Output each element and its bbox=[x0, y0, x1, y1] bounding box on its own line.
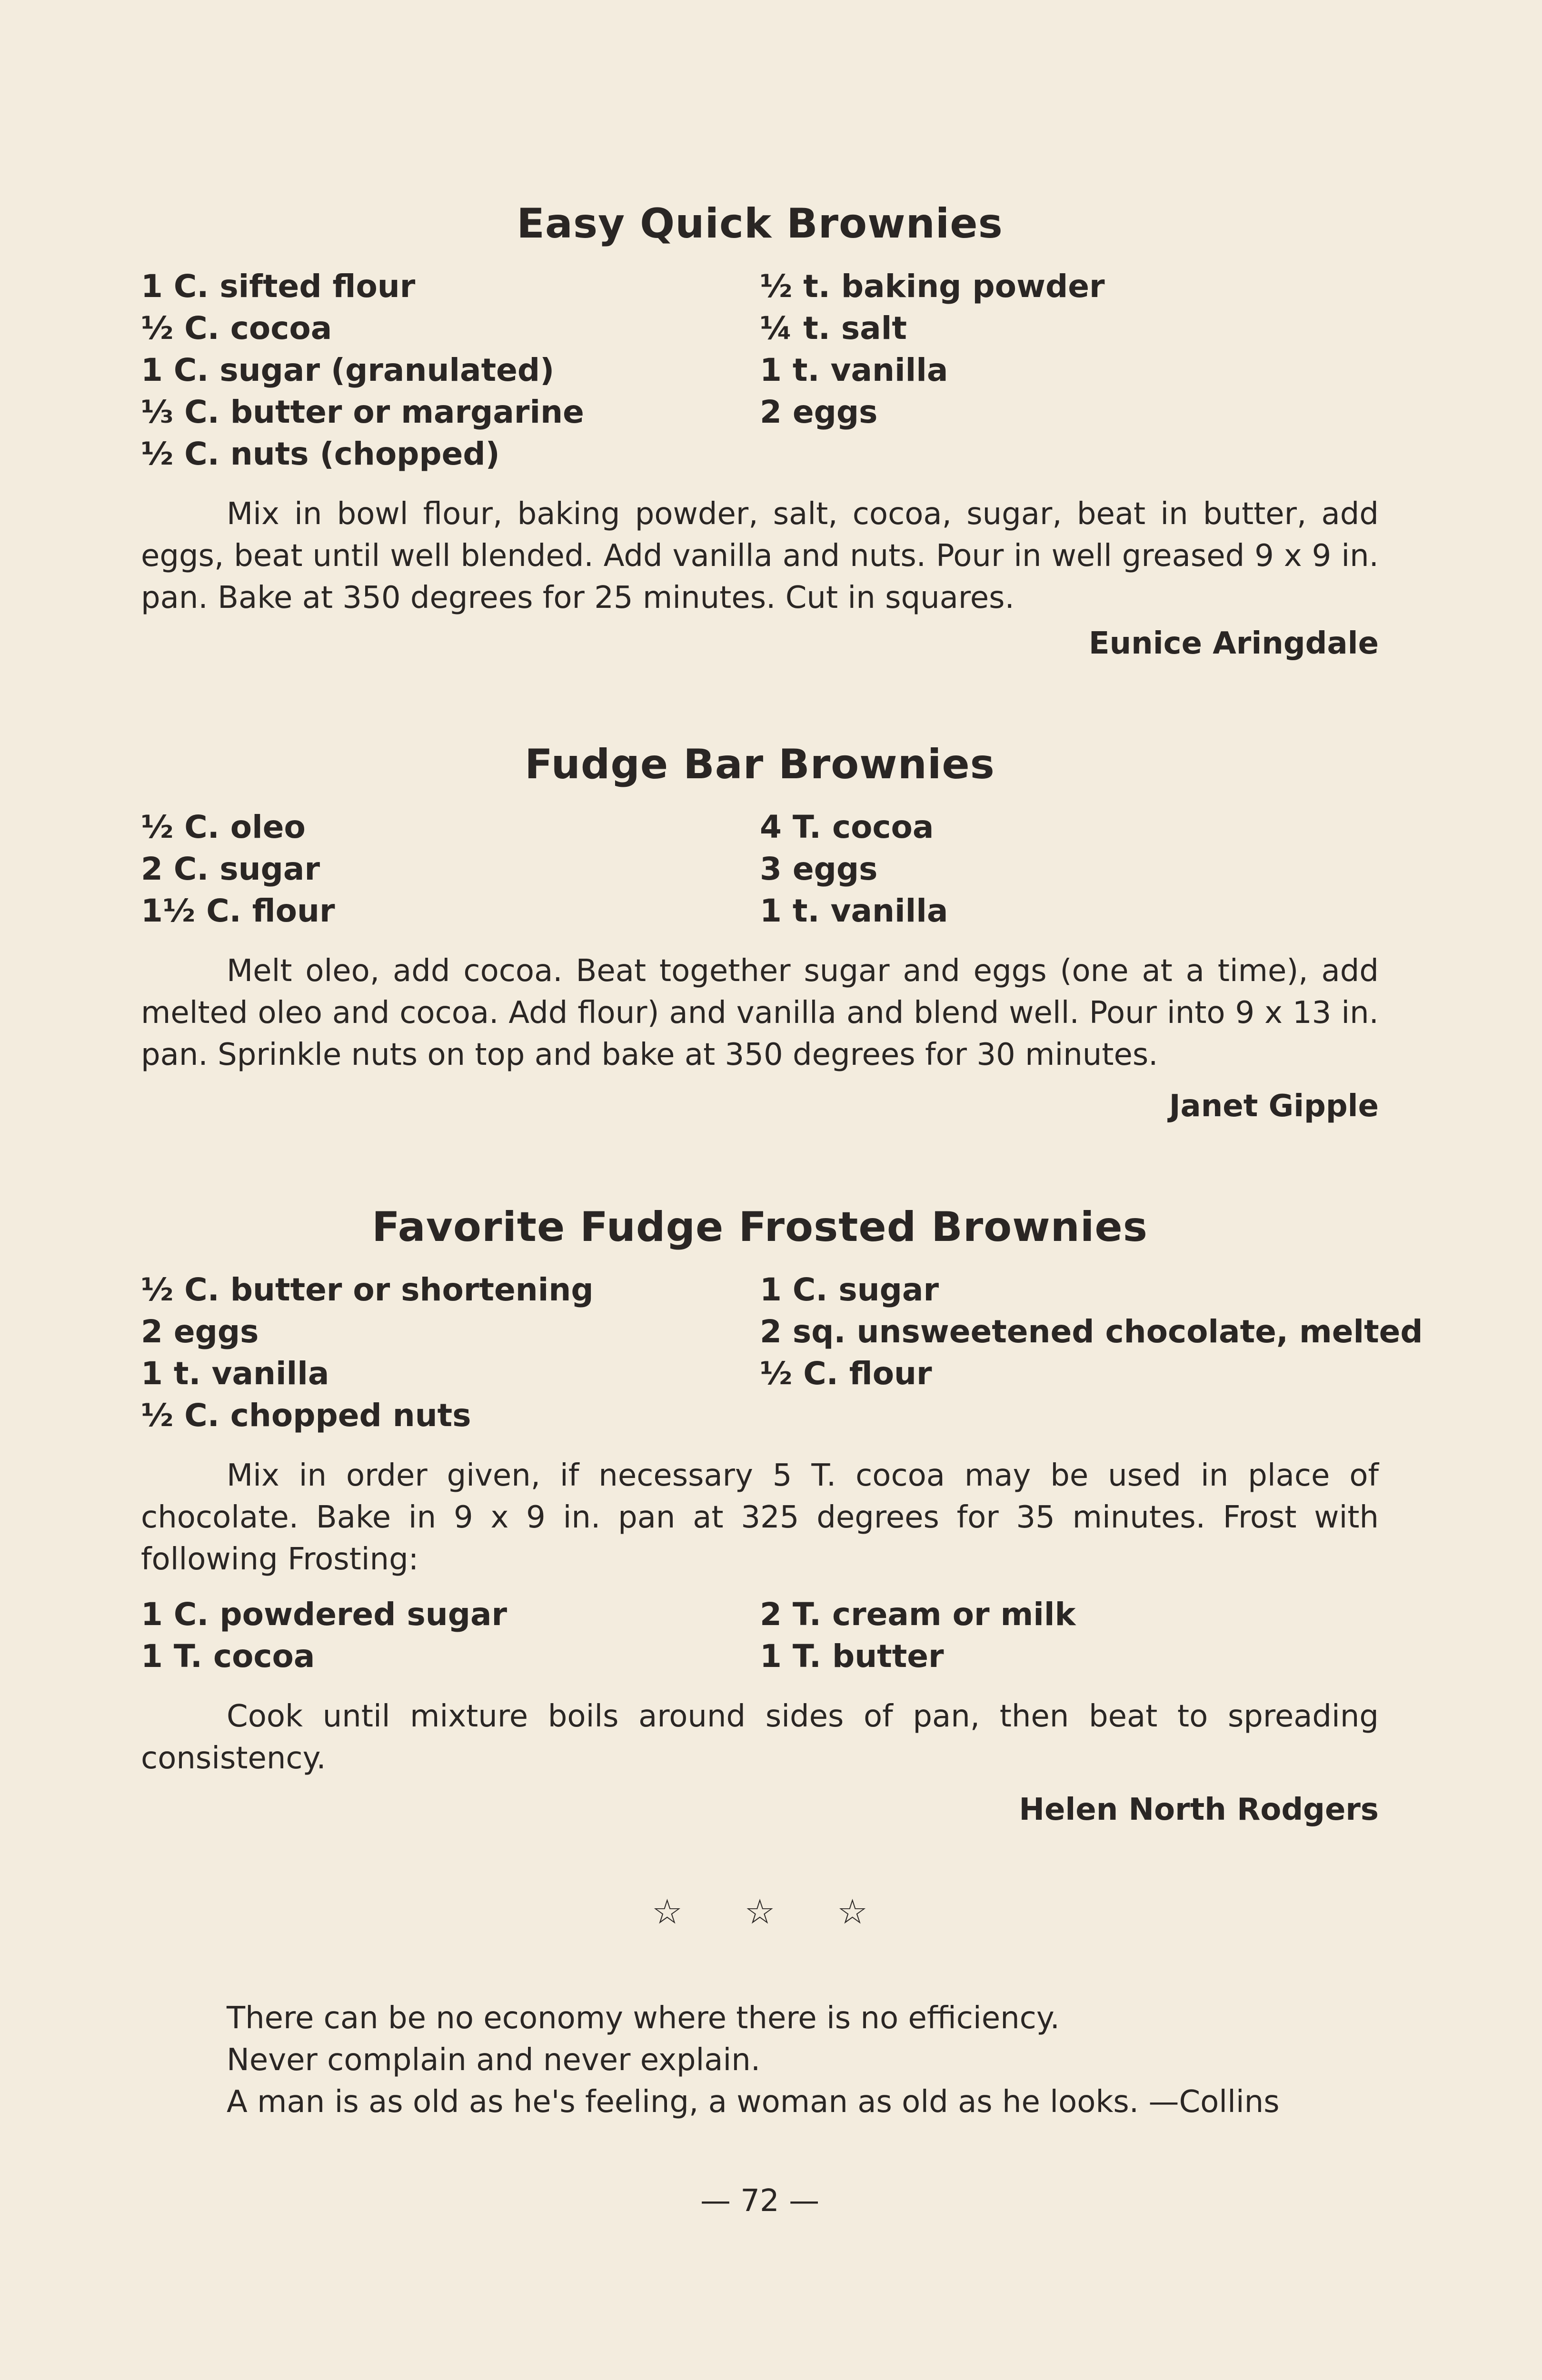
quote-line: Never complain and never explain. bbox=[227, 2043, 761, 2078]
quote-line: A man is as old as he's feeling, a woman as old as he looks. —Collins bbox=[227, 2084, 1280, 2120]
star-icon: ☆ bbox=[837, 1892, 868, 1932]
recipe-author: Eunice Aringdale bbox=[1088, 626, 1379, 661]
recipe-author: Janet Gipple bbox=[1169, 1089, 1379, 1124]
ingredients-right-column bbox=[760, 1269, 1423, 1437]
ingredient: 3 eggs bbox=[760, 851, 878, 887]
quote-line: There can be no economy where there is no efficiency. bbox=[227, 2001, 1060, 2036]
ingredients-left-column bbox=[141, 806, 760, 932]
ingredient: 2 sq. unsweetened chocolate, melted bbox=[760, 1313, 1423, 1350]
recipe-instructions: Melt oleo, add cocoa. Beat together sugar and eggs (one at a time), add melted oleo and cocoa. Add flour) and vanilla and blend well. Pour into 9 x 13 in. pan. Sprinkle nuts on top and bake at 350 degrees for 30 minutes. bbox=[141, 953, 1379, 1072]
frosting-ingredient: 1 T. cocoa bbox=[141, 1638, 315, 1675]
recipe-fudge-bar-brownies bbox=[141, 736, 1379, 1127]
ingredient: ½ C. flour bbox=[760, 1355, 932, 1392]
recipe-title: Favorite Fudge Frosted Brownies bbox=[372, 1203, 1148, 1251]
frosting-instructions: Cook until mixture boils around sides of pan, then beat to spreading consistency. bbox=[141, 1699, 1379, 1776]
ingredients-left-column bbox=[141, 1269, 760, 1437]
recipe-favorite-fudge-frosted-brownies bbox=[141, 1199, 1423, 1831]
star-divider bbox=[141, 1888, 1379, 1935]
quotes-section bbox=[141, 1997, 1379, 2123]
ingredient: ⅓ C. butter or margarine bbox=[141, 394, 584, 430]
frosting-right-column bbox=[760, 1594, 1379, 1677]
ingredient: 1 C. sugar (granulated) bbox=[141, 352, 555, 388]
ingredient: ½ C. nuts (chopped) bbox=[141, 436, 500, 472]
ingredient: ½ t. baking powder bbox=[760, 268, 1105, 305]
ingredient: 1 C. sifted flour bbox=[141, 268, 416, 305]
recipe-title: Fudge Bar Brownies bbox=[525, 741, 995, 788]
ingredients-right-column bbox=[760, 806, 1379, 932]
ingredients-list bbox=[141, 806, 1379, 932]
ingredient: ½ C. chopped nuts bbox=[141, 1397, 471, 1434]
ingredient: 2 eggs bbox=[760, 394, 878, 430]
ingredient: 4 T. cocoa bbox=[760, 809, 934, 845]
ingredient: ¼ t. salt bbox=[760, 310, 907, 347]
ingredients-left-column bbox=[141, 266, 760, 475]
ingredient: 2 C. sugar bbox=[141, 851, 320, 887]
ingredient: 2 eggs bbox=[141, 1313, 259, 1350]
ingredient: 1 t. vanilla bbox=[760, 352, 948, 388]
recipe-title: Easy Quick Brownies bbox=[517, 200, 1003, 248]
frosting-left-column bbox=[141, 1594, 760, 1677]
ingredients-right-column bbox=[760, 266, 1379, 475]
ingredient: 1 t. vanilla bbox=[760, 892, 948, 929]
ingredient: ½ C. oleo bbox=[141, 809, 306, 845]
recipe-easy-quick-brownies bbox=[141, 195, 1379, 664]
recipe-instructions: Mix in order given, if necessary 5 T. cocoa may be used in place of chocolate. Bake in 9 x 9 in. pan at 325 degrees for 35 minutes. Frost with following Frosting: bbox=[141, 1458, 1379, 1577]
ingredients-list bbox=[141, 266, 1379, 475]
star-icon: ☆ bbox=[744, 1892, 776, 1932]
ingredient: 1 C. sugar bbox=[760, 1271, 939, 1308]
ingredient: 1½ C. flour bbox=[141, 892, 335, 929]
ingredient: 1 t. vanilla bbox=[141, 1355, 329, 1392]
recipe-instructions: Mix in bowl flour, baking powder, salt, cocoa, sugar, beat in butter, add eggs, beat until well blended. Add vanilla and nuts. Pour in well greased 9 x 9 in. pan. Bake at 350 degrees for 25 minutes. Cut in squares. bbox=[141, 496, 1379, 615]
frosting-ingredient: 1 T. butter bbox=[760, 1638, 944, 1675]
page-content bbox=[141, 195, 1423, 2222]
page-number: — 72 — bbox=[700, 2183, 820, 2219]
star-icon: ☆ bbox=[652, 1892, 683, 1932]
frosting-ingredient: 1 C. powdered sugar bbox=[141, 1596, 507, 1633]
frosting-ingredients-list bbox=[141, 1594, 1379, 1677]
ingredient: ½ C. cocoa bbox=[141, 310, 332, 347]
ingredient: ½ C. butter or shortening bbox=[141, 1271, 594, 1308]
recipe-author: Helen North Rodgers bbox=[1019, 1792, 1379, 1827]
ingredients-list bbox=[141, 1269, 1423, 1437]
frosting-ingredient: 2 T. cream or milk bbox=[760, 1596, 1076, 1633]
